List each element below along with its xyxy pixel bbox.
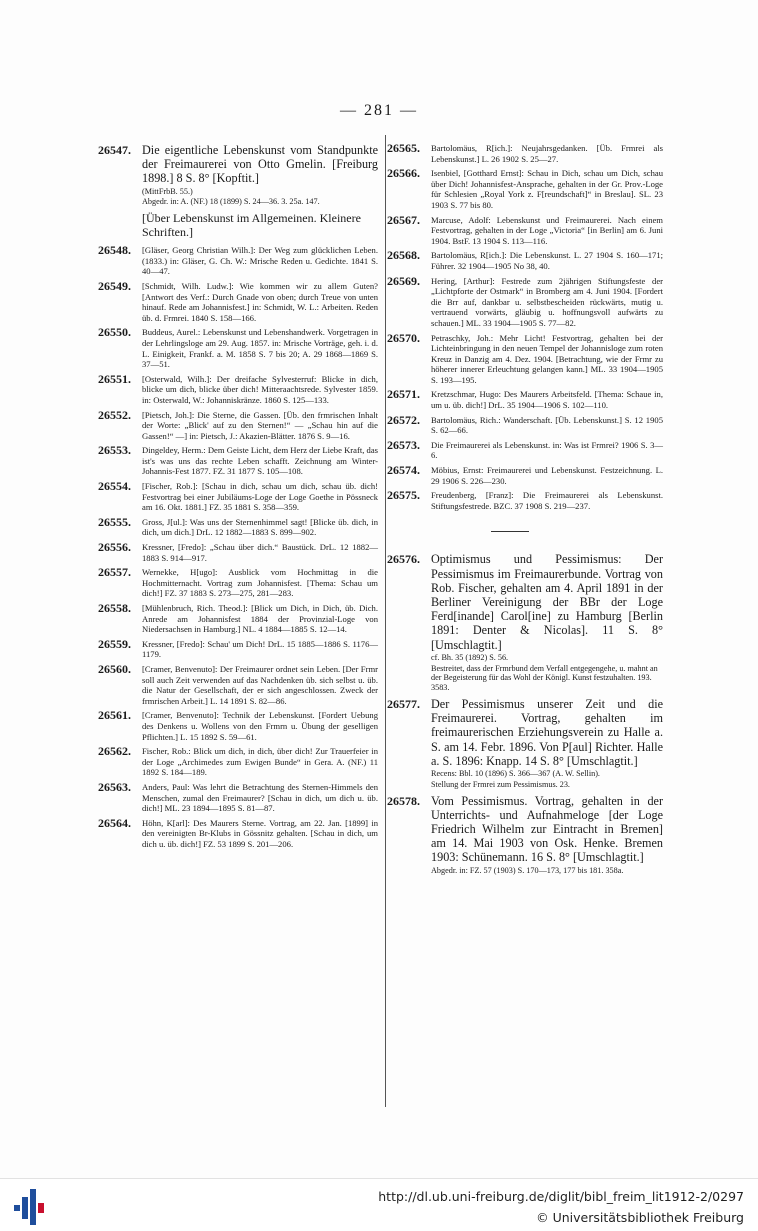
- entry-number: 26554.: [98, 479, 131, 494]
- entry-note: cf. Bh. 35 (1892) S. 56.: [431, 652, 509, 662]
- entry-number: 26556.: [98, 540, 131, 555]
- entry-number: 26551.: [98, 371, 131, 386]
- entry-number: 26549.: [98, 278, 131, 293]
- bibliography-entry: [387, 437, 663, 461]
- bibliography-entry: [387, 389, 663, 410]
- bibliography-entry: [387, 412, 663, 436]
- entry-text: Fischer, Rob.: Blick um dich, in dich, über dich! Zur Trauerfeier in der Loge „Archimedes zum Ewigen Bunde“ in Gera. A. (NF.) 11 1892 S. 184—189.: [142, 746, 378, 778]
- library-logo-icon: [14, 1187, 48, 1227]
- entry-text: Möbius, Ernst: Freimaurerei und Lebenskunst. Festzeichnung. L. 29 1906 S. 226—230.: [431, 465, 663, 486]
- column-divider: [385, 135, 386, 1107]
- entry-text: Höhn, K[arl]: Des Maurers Sterne. Vortrag, am 22. Jan. [1899] in den vereinigten Br-Klubs in Gössnitz gehalten. [Schau in dich, um dich u. üb. dich!] FZ. 53 1899 S. 201—206.: [142, 817, 378, 849]
- footer-bar: [0, 1178, 758, 1231]
- entry-number: 26570.: [387, 330, 420, 345]
- entry-text: [Gläser, Georg Christian Wilh.]: Der Weg zum glücklichen Leben. (1833.) in: Gläser, G. Ch. W.: Mrische Reden u. Gedichte. 1841 S. 40—47.: [142, 245, 378, 277]
- bibliography-entry: [387, 490, 663, 511]
- entry-number: 26555.: [98, 514, 131, 529]
- entry-number: 26567.: [387, 212, 420, 227]
- bibliography-entry: [98, 603, 378, 635]
- right-column: [387, 143, 663, 879]
- bibliography-entry: [98, 542, 378, 563]
- entry-text: [Schmidt, Wilh. Ludw.]: Wie kommen wir zu allem Guten? [Antwort des Verf.: Durch Gnade von oben; durch Treue von unten hinauf. Rede am Johannisfest.] in: Schmidt, W. L.: Arbeiten. Reden üb. d. Frmrei. 1840 S. 158—166.: [142, 280, 378, 323]
- entry-note: Bestreitet, dass der Frmrbund dem Verfall entgegengehe, u. mahnt an der Begeisterung für das Wohl der Königl. Kunst festzuhalten. 193. 3583.: [431, 663, 658, 693]
- entry-number: 26558.: [98, 601, 131, 616]
- entry-text: Bartolomäus, R[ich.]: Die Lebenskunst. L. 27 1904 S. 160—171; Führer. 32 1904—1905 No 38, 40.: [431, 250, 663, 271]
- bibliography-entry: [387, 143, 663, 164]
- entry-number: 26572.: [387, 412, 420, 427]
- bibliography-entry: [98, 661, 378, 706]
- entry-text: [Osterwald, Wilh.]: Der dreifache Sylvesterruf: Blicke in dich, blicke um dich, blicke über dich! Mitteraachtsrede. Sylvester 1859. in: Osterwald, W.: Johanniskränze. 1860 S. 125—133.: [142, 373, 378, 405]
- entry-text: Anders, Paul: Was lehrt die Betrachtung des Sternen-Himmels den Menschen, zumal den Freimaurer? [Schau in dich, um dich u. üb. dich!] ML. 23 1894—1895 S. 81—87.: [142, 781, 378, 814]
- bibliography-entry: [98, 407, 378, 442]
- entry-number: 26552.: [98, 407, 131, 422]
- entry-number: 26557.: [98, 565, 131, 580]
- entry-text: Wernekke, H[ugo]: Ausblick vom Hochmittag in die Hochmitternacht. Vortrag zum Johannisfest. [Thema: Schau um dich!] FZ. 37 1883 S. 273—275, 281—283.: [142, 567, 378, 599]
- entry-text: Freudenberg, [Franz]: Die Freimaurerei als Lebenskunst. Stiftungsfestrede. BZC. 37 1908 S. 219—237.: [431, 490, 663, 511]
- entry-number: 26564.: [98, 815, 131, 830]
- bibliography-entry: [98, 746, 378, 778]
- entry-number: 26560.: [98, 661, 131, 676]
- bibliography-entry: [98, 245, 378, 277]
- entry-number: 26566.: [387, 166, 420, 181]
- entry-number: 26578.: [387, 793, 420, 808]
- entry-text: Bartolomäus, R[ich.]: Neujahrsgedanken. [Üb. Frmrei als Lebenskunst.] L. 26 1902 S. 25—27.: [431, 143, 663, 164]
- bibliography-entry: [98, 815, 378, 850]
- bibliography-entry: [387, 697, 663, 790]
- entry-number: 26571.: [387, 387, 420, 402]
- entry-text: Dingeldey, Herm.: Dem Geiste Licht, dem Herz der Liebe Kraft, das ist's was uns das rechte Leben schafft. Zeichnung am Winter-Johannis-Fest 1877. FZ. 31 1877 S. 105—108.: [142, 445, 378, 477]
- bibliography-entry: [98, 371, 378, 406]
- entry-note: Abgedr. in: A. (NF.) 18 (1899) S. 24—36. 3. 25a. 147.: [142, 197, 320, 207]
- bibliography-entry: [98, 278, 378, 323]
- entry-number: 26563.: [98, 779, 131, 794]
- bibliography-entry: [98, 327, 378, 369]
- entry-text: Bartolomäus, Rich.: Wanderschaft. [Üb. Lebenskunst.] S. 12 1905 S. 62—66.: [431, 414, 663, 436]
- bibliography-entry: [98, 636, 378, 660]
- entry-text: [Cramer, Benvenuto]: Der Freimaurer ordnet sein Leben. [Der Frmr soll auch Zeit verwenden auf das Nachdenken üb. sich selbst u. üb. die Natur der Gesellschaft, der er sich angeschlossen. Zweck der frmrischen Arbeit.] L. 14 1891 S. 82—86.: [142, 663, 378, 706]
- entry-text: Kressner, [Fredo]: „Schau über dich.“ Baustück. DrL. 12 1882—1883 S. 914—917.: [142, 542, 378, 563]
- entry-text: [Fischer, Rob.]: [Schau in dich, schau um dich, schau üb. dich! Festvortrag bei einer Jubiläums-Loge der Loge Goethe in Pössneck am 16. Okt. 1881.] FZ. 35 1881 S. 358—359.: [142, 481, 378, 513]
- entry-text: Kretzschmar, Hugo: Des Maurers Arbeitsfeld. [Thema: Schaue in, um u. üb. dich!] DrL. 35 1904—1906 S. 102—110.: [431, 389, 663, 411]
- copyright-notice: © Universitätsbibliothek Freiburg: [536, 1210, 744, 1225]
- bibliography-entry: [98, 481, 378, 513]
- entry-text: Die Freimaurerei als Lebenskunst. in: Was ist Frmrei? 1906 S. 3—6.: [431, 439, 663, 461]
- page-number-header: — 281 —: [340, 102, 418, 119]
- entry-text: Hering, [Arthur]: Festrede zum 2jährigen Stiftungsfeste der „Lichtpforte der Ostmark“ in Bromberg am 4. Juni 1904. [Fordert die Brr auf, dankbar u. selbstbescheiden rückwärts, mutig u. vertrauend vorwärts, gläubig u. hoffnungsvoll aufwärts zu schauen.] ML. 33 1904—1905 S. 77—82.: [431, 275, 663, 328]
- bibliography-entry: [387, 330, 663, 386]
- entry-text: [Pietsch, Joh.]: Die Sterne, die Gassen. [Üb. den frmrischen Inhalt der Worte: „Blick' auf zu den Sternen!“ — „Schau hin auf die Gassen!“ —] in: Pietsch, J.: Akazien-Blätter. 1876 S. 9—16.: [142, 409, 378, 441]
- entry-number: 26569.: [387, 273, 420, 288]
- entry-note: Abgedr. in: FZ. 57 (1903) S. 170—173, 177 bis 181. 358a.: [431, 865, 624, 875]
- bibliography-entry: [98, 445, 378, 477]
- entry-number: 26547.: [98, 143, 131, 157]
- entry-number: 26561.: [98, 708, 131, 723]
- entry-text: Gross, J[ul.]: Was uns der Sternenhimmel sagt! [Blicke üb. dich, in dich, um dich.] DrL. 12 1882—1883 S. 899—902.: [142, 516, 378, 538]
- entry-number: 26568.: [387, 248, 420, 263]
- entry-note: (MittFrbB. 55.): [142, 186, 193, 196]
- entry-text: Die eigentliche Lebenskunst vom Standpunkte der Freimaurerei von Otto Gmelin. [Freiburg 1898.] 8 S. 8° [Kopftit.]: [142, 143, 378, 186]
- entry-text: Kressner, [Fredo]: Schau' um Dich! DrL. 15 1885—1886 S. 1176—1179.: [142, 638, 378, 660]
- entry-text: Petraschky, Joh.: Mehr Licht! Festvortrag, gehalten bei der Lichteinbringung in den neuen Tempel der Johannisloge zum roten Kreuz in Danzig am 4. Dez. 1904. [Betrachtung, wie der Frmr zu höherer innerer Erleuchtung gelangen kann.] ML. 33 1904—1905 S. 193—195.: [431, 332, 663, 385]
- entry-number: 26548.: [98, 243, 131, 258]
- entry-number: 26577.: [387, 697, 420, 712]
- bibliography-entry: [387, 212, 663, 247]
- bibliography-entry: [387, 552, 663, 693]
- entry-text: Vom Pessimismus. Vortrag, gehalten in der Unterrichts- und Aufnahmeloge [der Loge Friedrich Wilhelm zur Eintracht in Bremen] am 14. Mai 1903 von Osk. Henke. Bremen 1903: Schünemann. 16 S. 8° [Umschlagtit.]: [431, 793, 663, 865]
- entry-note: Stellung der Frmrei zum Pessimismus. 23.: [431, 779, 570, 789]
- bibliography-entry: [98, 143, 378, 207]
- entry-text: Isenbiel, [Gotthard Ernst]: Schau in Dich, schau um Dich, schau über Dich! Johannisfest-Ansprache, gehalten in der Gr. Prov.-Loge für Schlesien „Royal York z. F[reundschaft]“ in Breslau]. SL. 23 1903 S. 77 bis 80.: [431, 168, 663, 210]
- entry-text: Optimismus und Pessimismus: Der Pessimismus im Freimaurerbunde. Vortrag von Rob. Fischer, gehalten am 4. April 1891 in der Berliner Vereinigung der BBr der Loge Ferd[inande] Carol[ine] zu Hamburg [Berlin 1891: Denter & Nicolas]. 11 S. 8° [Umschlagtit.]: [431, 552, 663, 652]
- entry-text: Buddeus, Aurel.: Lebenskunst und Lebenshandwerk. Vorgetragen in der Lehrlingsloge am 29. Aug. 1857. in: Mrische Vorträge, geh. i. d. L. Einigkeit, Frankf. a. M. 1858 S. 7 bis 20; A. 29 1868—1869 S. 37—51.: [142, 327, 378, 370]
- entry-number: 26575.: [387, 488, 420, 503]
- entry-number: 26565.: [387, 141, 420, 155]
- entry-text: [Cramer, Benvenuto]: Technik der Lebenskunst. [Fordert Uebung des Denkens u. Wollens von den Frmrn u. Übung der geselligen Pflichten.] L. 15 1892 S. 59—61.: [142, 710, 378, 742]
- bibliography-entry: [387, 794, 663, 876]
- entry-number: 26576.: [387, 552, 420, 567]
- entry-text: Marcuse, Adolf: Lebenskunst und Freimaurerei. Nach einem Festvortrag, gehalten in der Loge „Victoria“ [in Berlin] am 6. Juni 1904. BstF. 13 1904 S. 113—116.: [431, 214, 663, 246]
- entry-note: Recens: Bbl. 10 (1896) S. 366—367 (A. W. Sellin).: [431, 769, 600, 779]
- entry-number: 26553.: [98, 443, 131, 458]
- bibliography-entry: [387, 168, 663, 210]
- document-url-link[interactable]: http://dl.ub.uni-freiburg.de/diglit/bibl_freim_lit1912-2/0297: [378, 1189, 744, 1204]
- bibliography-entry: [387, 250, 663, 271]
- bibliography-entry: [387, 273, 663, 329]
- entry-number: 26550.: [98, 325, 131, 340]
- entry-text: [Mühlenbruch, Rich. Theod.]: [Blick um Dich, in Dich, üb. Dich. Anrede am Johannisfest 1884 der Provinzial-Loge von Niedersachsen in Hamburg.] NL. 4 1884—1885 S. 12—14.: [142, 603, 378, 635]
- section-heading: [Über Lebenskunst im Allgemeinen. Kleinere Schriften.]: [142, 211, 361, 240]
- entry-number: 26573.: [387, 437, 420, 452]
- bibliography-entry: [98, 567, 378, 599]
- entry-number: 26562.: [98, 744, 131, 759]
- bibliography-entry: [98, 710, 378, 742]
- bibliography-entry: [387, 465, 663, 486]
- section-separator: [491, 531, 529, 532]
- bibliography-entry: [98, 514, 378, 538]
- left-column: [98, 143, 378, 853]
- entry-number: 26559.: [98, 636, 131, 651]
- entry-text: Der Pessimismus unserer Zeit und die Freimaurerei. Vortrag, gehalten im freimaurerischen Erziehungsverein zu Halle a. S. am 14. Febr. 1896. Von P[aul] Richter. Halle a. S. 1896: Knapp. 14 S. 8° [Umschlagtit.]: [431, 697, 663, 768]
- bibliography-entry: [98, 779, 378, 814]
- entry-number: 26574.: [387, 463, 420, 478]
